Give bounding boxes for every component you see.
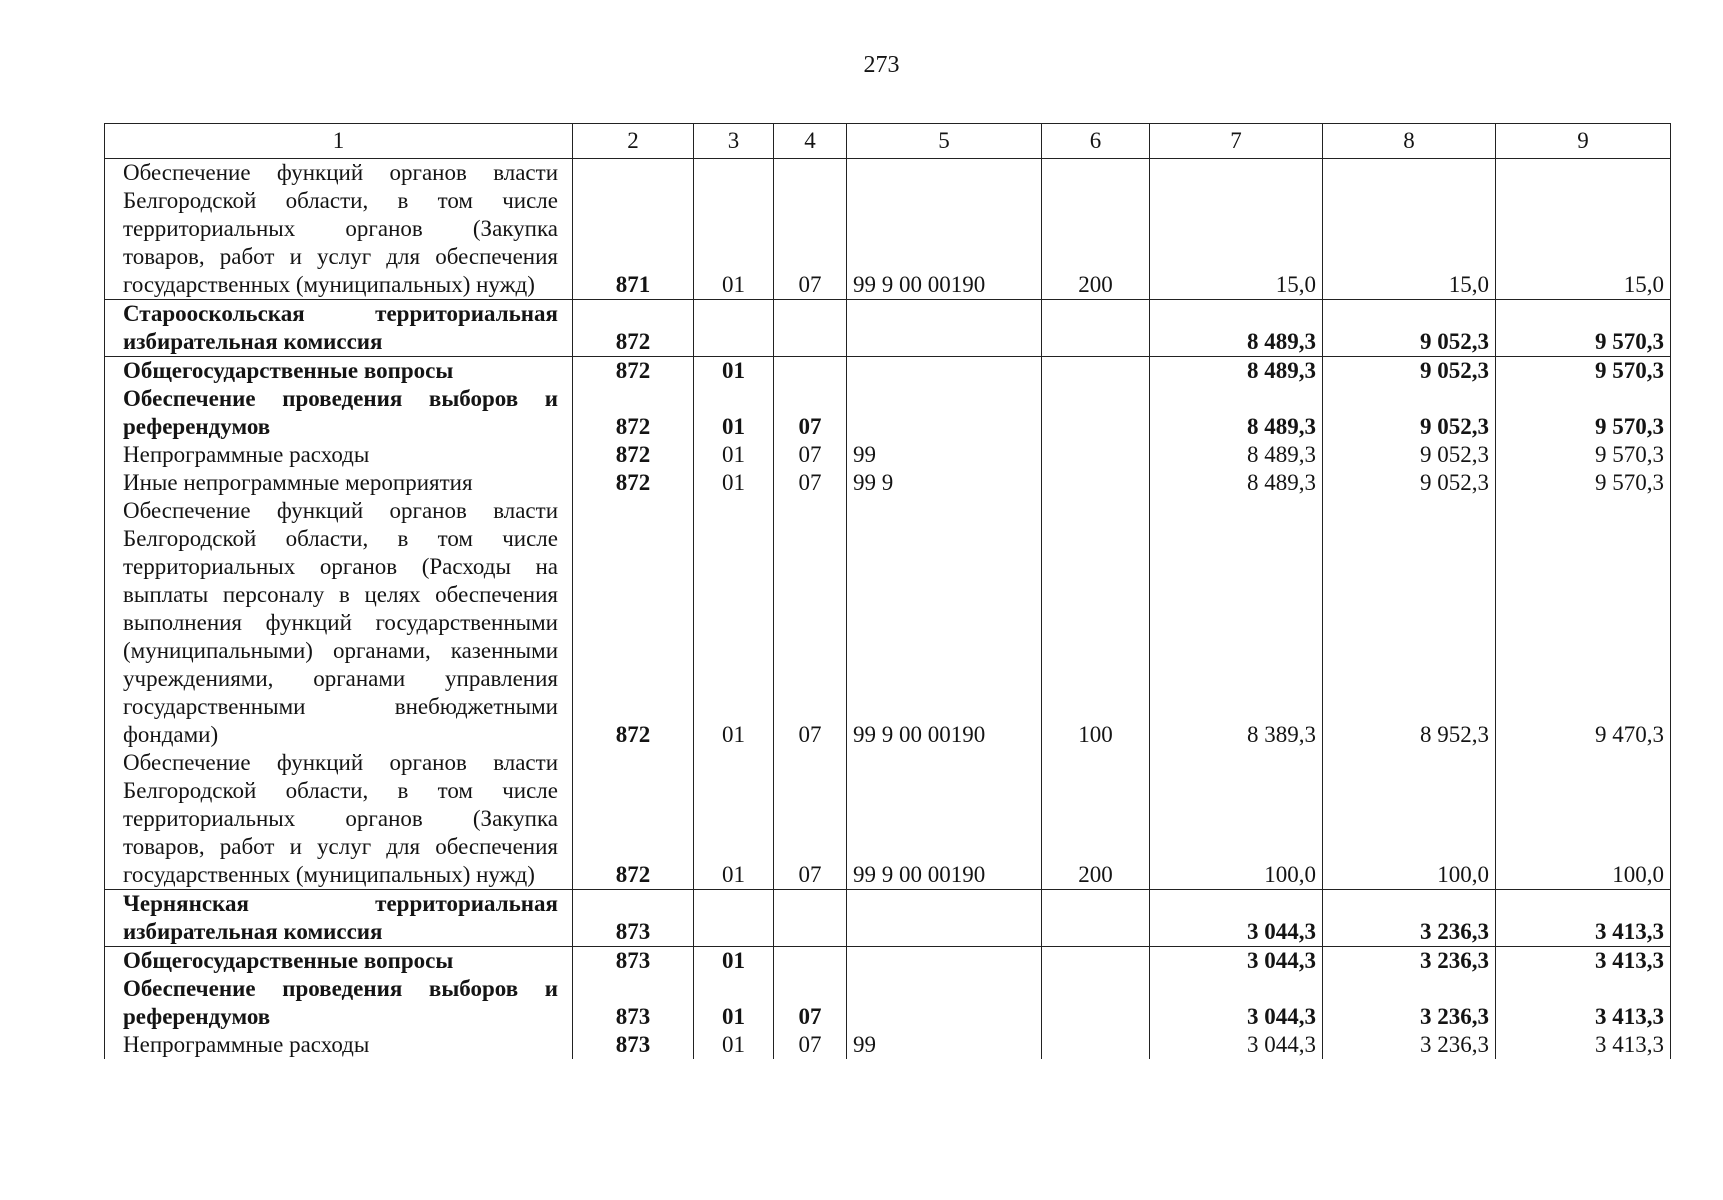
column-header-1: 1 (105, 124, 573, 159)
row-name-line: выполнения функций государственными (123, 610, 558, 635)
amount-9-cell: 9 570,3 (1496, 441, 1671, 469)
row-name-cell (105, 159, 573, 300)
code-4-cell: 07 (774, 749, 847, 890)
row-name-line: избирательная комиссия (123, 329, 383, 354)
row-name-line: товаров, работ и услуг для обеспечения (123, 834, 558, 859)
amount-9-cell: 9 570,3 (1496, 469, 1671, 497)
code-4-cell (774, 890, 847, 947)
code-3-cell: 01 (694, 1031, 774, 1059)
code-2-cell: 872 (573, 497, 694, 749)
table-row (105, 441, 1671, 469)
code-4-cell: 07 (774, 469, 847, 497)
amount-7-cell: 15,0 (1150, 159, 1323, 300)
code-2-cell: 873 (573, 890, 694, 947)
row-name-line: Белгородской области, в том числе (123, 526, 558, 551)
column-header-9: 9 (1496, 124, 1671, 159)
amount-8-cell: 3 236,3 (1323, 1031, 1496, 1059)
code-5-cell: 99 9 (847, 469, 1042, 497)
column-header-6: 6 (1042, 124, 1150, 159)
code-2-cell: 873 (573, 975, 694, 1031)
row-name-cell (105, 385, 573, 441)
code-3-cell (694, 300, 774, 357)
amount-9-cell: 9 470,3 (1496, 497, 1671, 749)
code-4-cell: 07 (774, 441, 847, 469)
row-name-line: Обеспечение проведения выборов и (123, 976, 558, 1001)
code-4-cell (774, 300, 847, 357)
amount-9-cell: 9 570,3 (1496, 385, 1671, 441)
row-name-line: Непрограммные расходы (123, 442, 370, 467)
table-body (105, 159, 1671, 1060)
code-6-cell: 100 (1042, 497, 1150, 749)
amount-8-cell: 9 052,3 (1323, 441, 1496, 469)
row-name-line: государственных (муниципальных) нужд) (123, 862, 535, 887)
code-3-cell: 01 (694, 385, 774, 441)
amount-9-cell: 3 413,3 (1496, 1031, 1671, 1059)
amount-7-cell: 3 044,3 (1150, 890, 1323, 947)
amount-8-cell: 3 236,3 (1323, 890, 1496, 947)
amount-7-cell: 3 044,3 (1150, 947, 1323, 976)
code-6-cell (1042, 300, 1150, 357)
code-4-cell (774, 947, 847, 976)
row-name-cell (105, 300, 573, 357)
code-4-cell: 07 (774, 1031, 847, 1059)
row-name-line: Иные непрограммные мероприятия (123, 470, 473, 495)
amount-8-cell: 15,0 (1323, 159, 1496, 300)
column-header-3: 3 (694, 124, 774, 159)
table-header-row (105, 124, 1671, 159)
code-2-cell: 872 (573, 357, 694, 386)
row-name-cell (105, 441, 573, 469)
table-row (105, 357, 1671, 386)
code-4-cell: 07 (774, 497, 847, 749)
row-name-cell (105, 497, 573, 749)
column-header-2: 2 (573, 124, 694, 159)
code-6-cell (1042, 469, 1150, 497)
code-3-cell: 01 (694, 469, 774, 497)
row-name-line: Обеспечение функций органов власти (123, 160, 558, 185)
code-5-cell (847, 300, 1042, 357)
code-6-cell (1042, 890, 1150, 947)
row-name-line: фондами) (123, 722, 219, 747)
table-row (105, 469, 1671, 497)
code-3-cell: 01 (694, 441, 774, 469)
code-5-cell: 99 9 00 00190 (847, 497, 1042, 749)
row-name-line: территориальных органов (Закупка (123, 806, 558, 831)
amount-8-cell: 100,0 (1323, 749, 1496, 890)
row-name-cell (105, 975, 573, 1031)
code-2-cell: 872 (573, 749, 694, 890)
table-row (105, 1031, 1671, 1059)
code-3-cell: 01 (694, 975, 774, 1031)
row-name-cell (105, 890, 573, 947)
code-5-cell: 99 (847, 1031, 1042, 1059)
amount-8-cell: 9 052,3 (1323, 469, 1496, 497)
code-2-cell: 872 (573, 300, 694, 357)
code-5-cell (847, 947, 1042, 976)
budget-table (104, 123, 1671, 1059)
code-5-cell: 99 9 00 00190 (847, 159, 1042, 300)
row-name-line: Белгородской области, в том числе (123, 778, 558, 803)
row-name-line: референдумов (123, 1004, 271, 1029)
row-name-cell (105, 1031, 573, 1059)
amount-7-cell: 3 044,3 (1150, 975, 1323, 1031)
amount-9-cell: 9 570,3 (1496, 300, 1671, 357)
code-2-cell: 872 (573, 385, 694, 441)
code-4-cell (774, 357, 847, 386)
code-2-cell: 872 (573, 469, 694, 497)
amount-7-cell: 8 489,3 (1150, 441, 1323, 469)
row-name-line: товаров, работ и услуг для обеспечения (123, 244, 558, 269)
row-name-line: территориальных органов (Расходы на (123, 554, 558, 579)
code-6-cell (1042, 975, 1150, 1031)
amount-7-cell: 8 389,3 (1150, 497, 1323, 749)
code-6-cell (1042, 385, 1150, 441)
row-name-line: Непрограммные расходы (123, 1032, 370, 1057)
row-name-line: учреждениями, органами управления (123, 666, 558, 691)
amount-8-cell: 3 236,3 (1323, 975, 1496, 1031)
code-6-cell (1042, 947, 1150, 976)
code-5-cell (847, 890, 1042, 947)
code-6-cell (1042, 357, 1150, 386)
row-name-line: (муниципальными) органами, казенными (123, 638, 558, 663)
code-2-cell: 873 (573, 947, 694, 976)
code-5-cell (847, 357, 1042, 386)
amount-8-cell: 9 052,3 (1323, 300, 1496, 357)
row-name-line: Чернянская территориальная (123, 891, 558, 916)
table-row (105, 159, 1671, 300)
code-4-cell: 07 (774, 385, 847, 441)
code-5-cell (847, 385, 1042, 441)
table-row (105, 749, 1671, 890)
amount-9-cell: 3 413,3 (1496, 890, 1671, 947)
column-header-5: 5 (847, 124, 1042, 159)
amount-9-cell: 3 413,3 (1496, 975, 1671, 1031)
amount-7-cell: 100,0 (1150, 749, 1323, 890)
code-3-cell: 01 (694, 159, 774, 300)
amount-9-cell: 100,0 (1496, 749, 1671, 890)
amount-9-cell: 9 570,3 (1496, 357, 1671, 386)
row-name-line: Общегосударственные вопросы (123, 948, 454, 973)
page-number: 273 (863, 52, 900, 78)
code-5-cell (847, 975, 1042, 1031)
column-header-8: 8 (1323, 124, 1496, 159)
code-5-cell: 99 (847, 441, 1042, 469)
row-name-line: Общегосударственные вопросы (123, 358, 454, 383)
column-header-7: 7 (1150, 124, 1323, 159)
row-name-cell (105, 749, 573, 890)
table-row (105, 497, 1671, 749)
code-3-cell: 01 (694, 497, 774, 749)
row-name-line: государственных (муниципальных) нужд) (123, 272, 535, 297)
row-name-line: референдумов (123, 414, 271, 439)
code-3-cell (694, 890, 774, 947)
code-3-cell: 01 (694, 947, 774, 976)
amount-7-cell: 8 489,3 (1150, 385, 1323, 441)
amount-8-cell: 8 952,3 (1323, 497, 1496, 749)
amount-7-cell: 8 489,3 (1150, 357, 1323, 386)
code-2-cell: 872 (573, 441, 694, 469)
row-name-cell (105, 947, 573, 976)
amount-7-cell: 8 489,3 (1150, 469, 1323, 497)
table-row (105, 947, 1671, 976)
row-name-line: Старооскольская территориальная (123, 301, 558, 326)
amount-9-cell: 15,0 (1496, 159, 1671, 300)
code-4-cell: 07 (774, 159, 847, 300)
row-name-line: выплаты персоналу в целях обеспечения (123, 582, 558, 607)
code-4-cell: 07 (774, 975, 847, 1031)
code-5-cell: 99 9 00 00190 (847, 749, 1042, 890)
code-6-cell: 200 (1042, 159, 1150, 300)
table-row (105, 385, 1671, 441)
row-name-line: Обеспечение функций органов власти (123, 498, 558, 523)
table-row (105, 890, 1671, 947)
code-6-cell (1042, 441, 1150, 469)
row-name-line: избирательная комиссия (123, 919, 383, 944)
amount-8-cell: 9 052,3 (1323, 385, 1496, 441)
code-2-cell: 873 (573, 1031, 694, 1059)
table-row (105, 300, 1671, 357)
column-header-4: 4 (774, 124, 847, 159)
row-name-line: Белгородской области, в том числе (123, 188, 558, 213)
row-name-line: государственными внебюджетными (123, 694, 558, 719)
amount-8-cell: 3 236,3 (1323, 947, 1496, 976)
code-6-cell (1042, 1031, 1150, 1059)
amount-8-cell: 9 052,3 (1323, 357, 1496, 386)
row-name-line: Обеспечение функций органов власти (123, 750, 558, 775)
row-name-cell (105, 357, 573, 386)
code-3-cell: 01 (694, 749, 774, 890)
row-name-line: Обеспечение проведения выборов и (123, 386, 558, 411)
amount-7-cell: 3 044,3 (1150, 1031, 1323, 1059)
code-6-cell: 200 (1042, 749, 1150, 890)
amount-7-cell: 8 489,3 (1150, 300, 1323, 357)
code-3-cell: 01 (694, 357, 774, 386)
row-name-cell (105, 469, 573, 497)
code-2-cell: 871 (573, 159, 694, 300)
row-name-line: территориальных органов (Закупка (123, 216, 558, 241)
amount-9-cell: 3 413,3 (1496, 947, 1671, 976)
table-row (105, 975, 1671, 1031)
